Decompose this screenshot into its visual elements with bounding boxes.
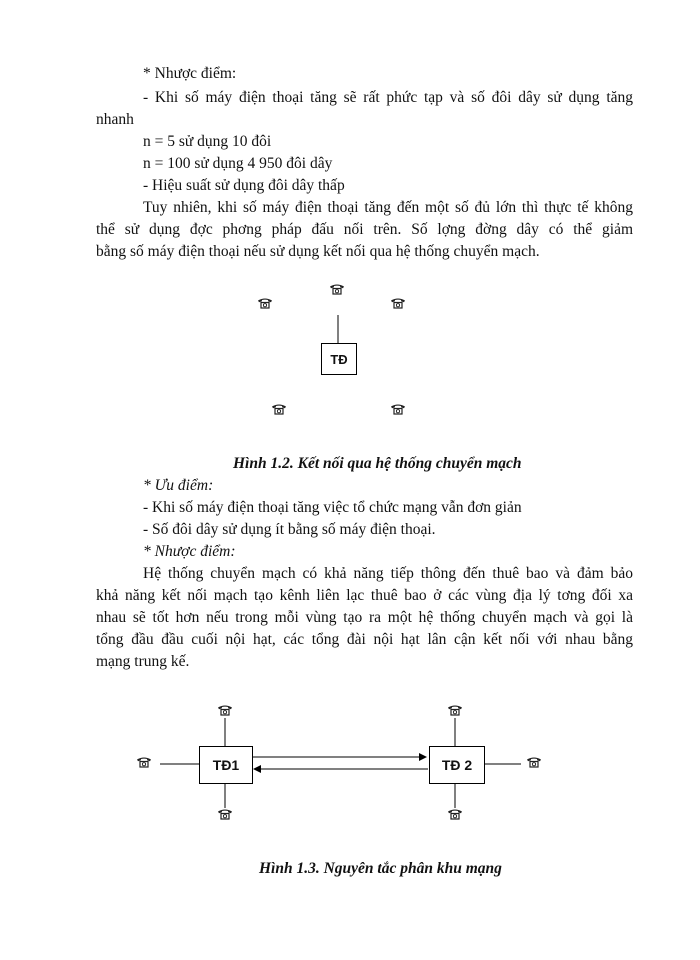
telephone-icon	[217, 808, 233, 820]
drawbacks-heading-2: * Nhược điểm:	[143, 543, 236, 560]
drawback-line-1-cont: nhanh	[96, 111, 134, 128]
figure-1-3-caption: Hình 1.3. Nguyên tắc phân khu mạng	[259, 860, 502, 877]
telephone-icon	[526, 756, 542, 768]
paragraph-2-line-2: khả năng kết nối mạch tạo kênh liên lạc thuê bao ở các vùng địa lý tơng đối xa	[96, 587, 633, 604]
formula-n5: n = 5 sử dụng 10 đôi	[143, 133, 272, 150]
advantage-2: - Số đôi dây sử dụng ít bằng số máy điện thoại.	[143, 521, 436, 538]
telephone-icon	[217, 704, 233, 716]
efficiency-line: - Hiệu suất sử dụng đôi dây thấp	[143, 177, 345, 194]
paragraph-2-line-3: nhau sẽ tốt hơn nếu trong mỗi vùng tạo ra một hệ thống chuyển mạch và gọi là	[96, 609, 633, 626]
figure-1-2-caption: Hình 1.2. Kết nối qua hệ thống chuyển mạch	[233, 455, 522, 472]
paragraph-2-line-5: mạng trung kế.	[96, 653, 190, 670]
drawback-line-1: - Khi số máy điện thoại tăng sẽ rất phức tạp và số đôi dây sử dụng tăng	[143, 89, 633, 106]
advantage-1: - Khi số máy điện thoại tăng việc tổ chức mạng vẫn đơn giản	[143, 499, 522, 516]
formula-n100: n = 100 sử dụng 4 950 đôi dây	[143, 155, 333, 172]
switch-1-box: TĐ1	[199, 746, 253, 784]
telephone-icon	[447, 704, 463, 716]
paragraph-2-line-4: tổng đầu đầu cuối nội hạt, các tổng đài nội hạt lân cận kết nối với nhau bằng	[96, 631, 633, 648]
drawbacks-heading: * Nhược điểm:	[143, 65, 237, 82]
paragraph-2-line-1: Hệ thống chuyển mạch có khả năng tiếp thông đến thuê bao và đảm bảo	[143, 565, 633, 582]
telephone-icon	[447, 808, 463, 820]
telephone-icon	[136, 756, 152, 768]
paragraph-1-line-3: bằng số máy điện thoại nếu sử dụng kết nối qua hệ thống chuyển mạch.	[96, 243, 540, 260]
paragraph-1-line-1: Tuy nhiên, khi số máy điện thoại tăng đến một số đủ lớn thì thực tế không	[143, 199, 633, 216]
switch-2-box: TĐ 2	[429, 746, 485, 784]
advantages-heading: * Ưu điểm:	[143, 477, 214, 494]
paragraph-1-line-2: thể sử dụng đợc phơng pháp đấu nối trên. Số lợng đờng dây có thể giảm	[96, 221, 633, 238]
switch-box: TĐ	[321, 343, 357, 375]
